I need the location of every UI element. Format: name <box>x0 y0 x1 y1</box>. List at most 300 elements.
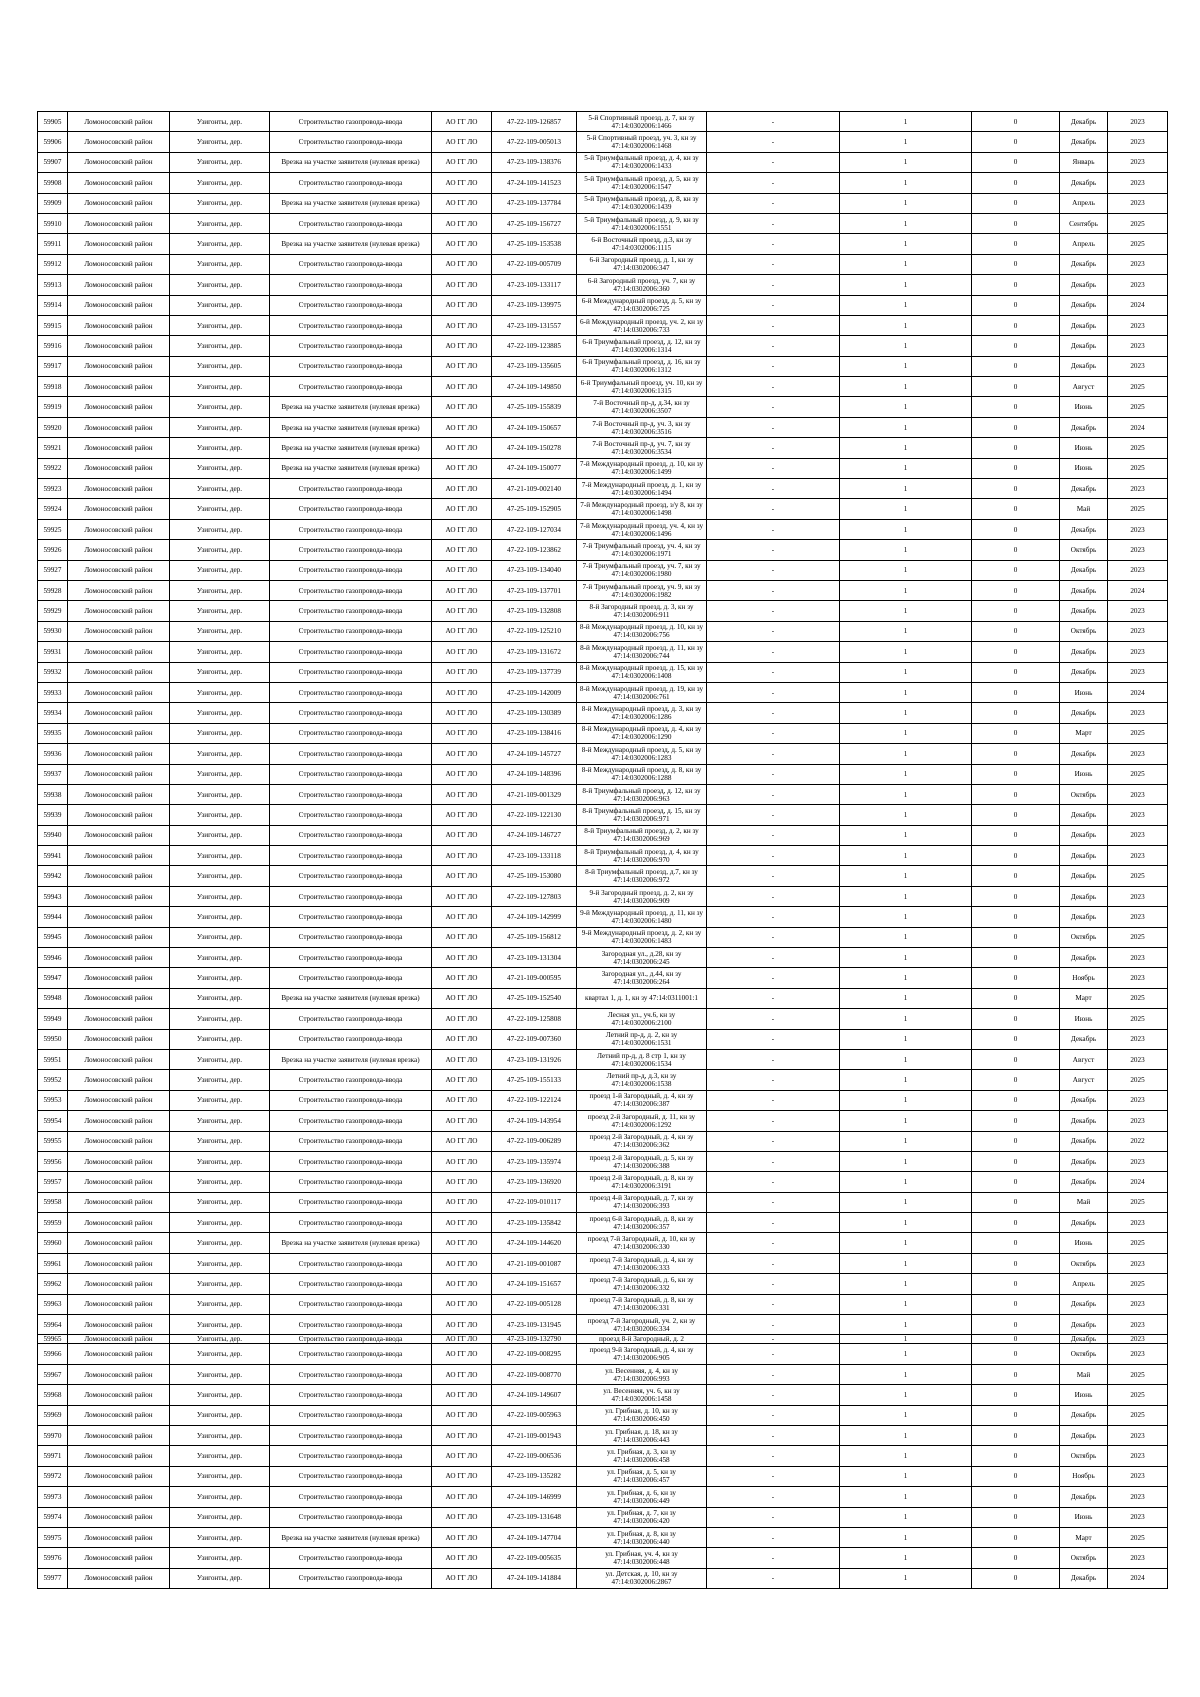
month-cell: Декабрь <box>1060 948 1108 968</box>
count-b-cell: 0 <box>972 254 1060 274</box>
dash-cell: - <box>707 907 840 927</box>
month-cell: Октябрь <box>1060 1548 1108 1568</box>
district-cell: Ломоносовский район <box>68 438 170 458</box>
request-id-cell: 47-21-109-002140 <box>492 479 577 499</box>
settlement-cell: Узигонты, дер. <box>170 642 270 662</box>
count-b-cell: 0 <box>972 1090 1060 1110</box>
month-cell: Декабрь <box>1060 1090 1108 1110</box>
year-cell: 2023 <box>1108 173 1168 193</box>
request-id-cell: 47-24-109-146999 <box>492 1487 577 1507</box>
district-cell: Ломоносовский район <box>68 112 170 132</box>
work-type-cell: Строительство газопровода-ввода <box>270 173 432 193</box>
organization-cell: АО ГГ ЛО <box>432 805 492 825</box>
work-type-cell: Строительство газопровода-ввода <box>270 886 432 906</box>
year-cell: 2023 <box>1108 152 1168 172</box>
table-row <box>38 397 1168 417</box>
request-id-cell: 47-23-109-132808 <box>492 601 577 621</box>
count-b-cell: 0 <box>972 458 1060 478</box>
request-id-cell: 47-23-109-137739 <box>492 662 577 682</box>
year-cell: 2023 <box>1108 642 1168 662</box>
count-a-cell: 1 <box>840 356 972 376</box>
address-cell: ул. Грибная, д. 6, кн зу 47:14:0302006:449 <box>577 1487 707 1507</box>
address-cell: 9-й Международный проезд, д. 2, кн зу 47:14:0302006:1483 <box>577 927 707 947</box>
organization-cell: АО ГГ ЛО <box>432 784 492 804</box>
year-cell: 2025 <box>1108 723 1168 743</box>
district-cell: Ломоносовский район <box>68 336 170 356</box>
table-row <box>38 907 1168 927</box>
dash-cell: - <box>707 1315 840 1335</box>
work-type-cell: Врезка на участке заявителя (нулевая врезка) <box>270 1527 432 1547</box>
address-cell: проезд 2-й Загородный, д. 11, кн зу 47:14:0302006:1292 <box>577 1111 707 1131</box>
year-cell: 2023 <box>1108 1213 1168 1233</box>
settlement-cell: Узигонты, дер. <box>170 132 270 152</box>
organization-cell: АО ГГ ЛО <box>432 1172 492 1192</box>
work-type-cell: Строительство газопровода-ввода <box>270 275 432 295</box>
count-a-cell: 1 <box>840 438 972 458</box>
row-number: 59939 <box>38 805 68 825</box>
request-id-cell: 47-23-109-131304 <box>492 948 577 968</box>
work-type-cell: Строительство газопровода-ввода <box>270 601 432 621</box>
work-type-cell: Строительство газопровода-ввода <box>270 1405 432 1425</box>
year-cell: 2025 <box>1108 1385 1168 1405</box>
row-number: 59910 <box>38 213 68 233</box>
district-cell: Ломоносовский район <box>68 744 170 764</box>
count-a-cell: 1 <box>840 499 972 519</box>
settlement-cell: Узигонты, дер. <box>170 1385 270 1405</box>
address-cell: 8-й Триумфальный проезд, д. 15, кн зу 47:14:0302006:971 <box>577 805 707 825</box>
work-type-cell: Строительство газопровода-ввода <box>270 1029 432 1049</box>
dash-cell: - <box>707 479 840 499</box>
district-cell: Ломоносовский район <box>68 173 170 193</box>
settlement-cell: Узигонты, дер. <box>170 1192 270 1212</box>
row-number: 59951 <box>38 1049 68 1069</box>
count-b-cell: 0 <box>972 1568 1060 1588</box>
count-a-cell: 1 <box>840 1446 972 1466</box>
organization-cell: АО ГГ ЛО <box>432 479 492 499</box>
request-id-cell: 47-22-109-126857 <box>492 112 577 132</box>
request-id-cell: 47-23-109-135282 <box>492 1466 577 1486</box>
request-id-cell: 47-22-109-005963 <box>492 1405 577 1425</box>
organization-cell: АО ГГ ЛО <box>432 682 492 702</box>
count-a-cell: 1 <box>840 336 972 356</box>
table-row <box>38 580 1168 600</box>
row-number: 59971 <box>38 1446 68 1466</box>
work-type-cell: Строительство газопровода-ввода <box>270 479 432 499</box>
table-row <box>38 1548 1168 1568</box>
district-cell: Ломоносовский район <box>68 315 170 335</box>
year-cell: 2023 <box>1108 1446 1168 1466</box>
month-cell: Июнь <box>1060 397 1108 417</box>
address-cell: ул. Грибная, д. 8, кн зу 47:14:0302006:440 <box>577 1527 707 1547</box>
district-cell: Ломоносовский район <box>68 479 170 499</box>
district-cell: Ломоносовский район <box>68 132 170 152</box>
address-cell: проезд 7-й Загородный, д. 6, кн зу 47:14:0302006:332 <box>577 1274 707 1294</box>
district-cell: Ломоносовский район <box>68 275 170 295</box>
month-cell: Август <box>1060 1070 1108 1090</box>
table-row <box>38 1315 1168 1335</box>
settlement-cell: Узигонты, дер. <box>170 1335 270 1344</box>
row-number: 59907 <box>38 152 68 172</box>
count-a-cell: 1 <box>840 1049 972 1069</box>
dash-cell: - <box>707 1253 840 1273</box>
month-cell: Декабрь <box>1060 846 1108 866</box>
address-cell: 7-й Триумфальный проезд, уч. 4, кн зу 47:14:0302006:1971 <box>577 540 707 560</box>
request-id-cell: 47-22-109-008770 <box>492 1364 577 1384</box>
settlement-cell: Узигонты, дер. <box>170 886 270 906</box>
dash-cell: - <box>707 112 840 132</box>
request-id-cell: 47-24-109-143954 <box>492 1111 577 1131</box>
organization-cell: АО ГГ ЛО <box>432 499 492 519</box>
count-b-cell: 0 <box>972 560 1060 580</box>
settlement-cell: Узигонты, дер. <box>170 1426 270 1446</box>
count-b-cell: 0 <box>972 356 1060 376</box>
dash-cell: - <box>707 1364 840 1384</box>
district-cell: Ломоносовский район <box>68 1364 170 1384</box>
dash-cell: - <box>707 397 840 417</box>
count-b-cell: 0 <box>972 1507 1060 1527</box>
settlement-cell: Узигонты, дер. <box>170 744 270 764</box>
year-cell: 2023 <box>1108 1487 1168 1507</box>
table-row <box>38 642 1168 662</box>
address-cell: 8-й Триумфальный проезд, д. 4, кн зу 47:14:0302006:970 <box>577 846 707 866</box>
count-b-cell: 0 <box>972 1335 1060 1344</box>
month-cell: Август <box>1060 377 1108 397</box>
year-cell: 2023 <box>1108 479 1168 499</box>
request-id-cell: 47-24-109-150077 <box>492 458 577 478</box>
district-cell: Ломоносовский район <box>68 1233 170 1253</box>
year-cell: 2023 <box>1108 1090 1168 1110</box>
row-number: 59949 <box>38 1009 68 1029</box>
dash-cell: - <box>707 1111 840 1131</box>
row-number: 59913 <box>38 275 68 295</box>
request-id-cell: 47-23-109-137701 <box>492 580 577 600</box>
count-a-cell: 1 <box>840 1466 972 1486</box>
settlement-cell: Узигонты, дер. <box>170 805 270 825</box>
year-cell: 2023 <box>1108 825 1168 845</box>
month-cell: Декабрь <box>1060 580 1108 600</box>
work-type-cell: Врезка на участке заявителя (нулевая врезка) <box>270 438 432 458</box>
address-cell: 5-й Триумфальный проезд, д. 5, кн зу 47:14:0302006:1547 <box>577 173 707 193</box>
work-type-cell: Врезка на участке заявителя (нулевая врезка) <box>270 234 432 254</box>
request-id-cell: 47-22-109-127034 <box>492 519 577 539</box>
year-cell: 2023 <box>1108 132 1168 152</box>
request-id-cell: 47-22-109-127803 <box>492 886 577 906</box>
district-cell: Ломоносовский район <box>68 1344 170 1364</box>
year-cell: 2025 <box>1108 1274 1168 1294</box>
dash-cell: - <box>707 846 840 866</box>
district-cell: Ломоносовский район <box>68 846 170 866</box>
dash-cell: - <box>707 580 840 600</box>
settlement-cell: Узигонты, дер. <box>170 846 270 866</box>
district-cell: Ломоносовский район <box>68 580 170 600</box>
year-cell: 2025 <box>1108 1233 1168 1253</box>
table-row <box>38 112 1168 132</box>
count-a-cell: 1 <box>840 1507 972 1527</box>
table-row <box>38 1426 1168 1446</box>
dash-cell: - <box>707 1049 840 1069</box>
dash-cell: - <box>707 295 840 315</box>
month-cell: Июнь <box>1060 1233 1108 1253</box>
settlement-cell: Узигонты, дер. <box>170 968 270 988</box>
year-cell: 2024 <box>1108 580 1168 600</box>
request-id-cell: 47-24-109-148396 <box>492 764 577 784</box>
work-type-cell: Строительство газопровода-ввода <box>270 499 432 519</box>
row-number: 59945 <box>38 927 68 947</box>
district-cell: Ломоносовский район <box>68 1385 170 1405</box>
request-id-cell: 47-24-109-151657 <box>492 1274 577 1294</box>
settlement-cell: Узигонты, дер. <box>170 1131 270 1151</box>
row-number: 59976 <box>38 1548 68 1568</box>
table-row <box>38 1385 1168 1405</box>
count-b-cell: 0 <box>972 479 1060 499</box>
request-id-cell: 47-24-109-144620 <box>492 1233 577 1253</box>
request-id-cell: 47-21-109-001087 <box>492 1253 577 1273</box>
organization-cell: АО ГГ ЛО <box>432 621 492 641</box>
table-row <box>38 764 1168 784</box>
dash-cell: - <box>707 356 840 376</box>
district-cell: Ломоносовский район <box>68 948 170 968</box>
address-cell: 6-й Триумфальный проезд, д. 16, кн зу 47:14:0302006:1312 <box>577 356 707 376</box>
count-b-cell: 0 <box>972 1487 1060 1507</box>
table-row <box>38 1070 1168 1090</box>
address-cell: проезд 7-й Загородный, уч. 2, кн зу 47:14:0302006:334 <box>577 1315 707 1335</box>
organization-cell: АО ГГ ЛО <box>432 1548 492 1568</box>
district-cell: Ломоносовский район <box>68 886 170 906</box>
year-cell: 2025 <box>1108 397 1168 417</box>
count-b-cell: 0 <box>972 540 1060 560</box>
month-cell: Май <box>1060 1364 1108 1384</box>
organization-cell: АО ГГ ЛО <box>432 1487 492 1507</box>
address-cell: 5-й Триумфальный проезд, д. 9, кн зу 47:14:0302006:1551 <box>577 213 707 233</box>
request-id-cell: 47-23-109-138376 <box>492 152 577 172</box>
organization-cell: АО ГГ ЛО <box>432 1274 492 1294</box>
row-number: 59977 <box>38 1568 68 1588</box>
count-a-cell: 1 <box>840 1131 972 1151</box>
year-cell: 2024 <box>1108 417 1168 437</box>
organization-cell: АО ГГ ЛО <box>432 1405 492 1425</box>
request-id-cell: 47-21-109-001943 <box>492 1426 577 1446</box>
district-cell: Ломоносовский район <box>68 417 170 437</box>
settlement-cell: Узигонты, дер. <box>170 234 270 254</box>
dash-cell: - <box>707 254 840 274</box>
address-cell: проезд 1-й Загородный, д. 4, кн зу 47:14:0302006:387 <box>577 1090 707 1110</box>
settlement-cell: Узигонты, дер. <box>170 438 270 458</box>
dash-cell: - <box>707 703 840 723</box>
table-row <box>38 744 1168 764</box>
row-number: 59953 <box>38 1090 68 1110</box>
month-cell: Декабрь <box>1060 1335 1108 1344</box>
work-type-cell: Строительство газопровода-ввода <box>270 764 432 784</box>
work-type-cell: Строительство газопровода-ввода <box>270 315 432 335</box>
organization-cell: АО ГГ ЛО <box>432 1527 492 1547</box>
count-a-cell: 1 <box>840 1426 972 1446</box>
work-type-cell: Врезка на участке заявителя (нулевая врезка) <box>270 417 432 437</box>
count-a-cell: 1 <box>840 1527 972 1547</box>
count-a-cell: 1 <box>840 927 972 947</box>
address-cell: 5-й Триумфальный проезд, д. 4, кн зу 47:14:0302006:1433 <box>577 152 707 172</box>
row-number: 59936 <box>38 744 68 764</box>
district-cell: Ломоносовский район <box>68 1172 170 1192</box>
dash-cell: - <box>707 927 840 947</box>
work-type-cell: Строительство газопровода-ввода <box>270 1466 432 1486</box>
request-id-cell: 47-22-109-006289 <box>492 1131 577 1151</box>
count-a-cell: 1 <box>840 601 972 621</box>
count-b-cell: 0 <box>972 499 1060 519</box>
work-type-cell: Строительство газопровода-ввода <box>270 1274 432 1294</box>
row-number: 59952 <box>38 1070 68 1090</box>
count-b-cell: 0 <box>972 1446 1060 1466</box>
count-a-cell: 1 <box>840 580 972 600</box>
settlement-cell: Узигонты, дер. <box>170 866 270 886</box>
count-a-cell: 1 <box>840 1548 972 1568</box>
count-a-cell: 1 <box>840 642 972 662</box>
district-cell: Ломоносовский район <box>68 866 170 886</box>
count-b-cell: 0 <box>972 1172 1060 1192</box>
table-row <box>38 1131 1168 1151</box>
count-b-cell: 0 <box>972 234 1060 254</box>
month-cell: Декабрь <box>1060 356 1108 376</box>
work-type-cell: Строительство газопровода-ввода <box>270 560 432 580</box>
district-cell: Ломоносовский район <box>68 1548 170 1568</box>
organization-cell: АО ГГ ЛО <box>432 988 492 1008</box>
table-row <box>38 1487 1168 1507</box>
year-cell: 2023 <box>1108 1548 1168 1568</box>
district-cell: Ломоносовский район <box>68 1335 170 1344</box>
count-a-cell: 1 <box>840 1233 972 1253</box>
work-type-cell: Строительство газопровода-ввода <box>270 682 432 702</box>
count-a-cell: 1 <box>840 1151 972 1171</box>
row-number: 59943 <box>38 886 68 906</box>
work-type-cell: Врезка на участке заявителя (нулевая врезка) <box>270 397 432 417</box>
table-row <box>38 886 1168 906</box>
count-b-cell: 0 <box>972 397 1060 417</box>
table-row <box>38 479 1168 499</box>
month-cell: Декабрь <box>1060 703 1108 723</box>
count-b-cell: 0 <box>972 1466 1060 1486</box>
count-a-cell: 1 <box>840 1487 972 1507</box>
district-cell: Ломоносовский район <box>68 621 170 641</box>
address-cell: 8-й Триумфальный проезд, д.7, кн зу 47:14:0302006:972 <box>577 866 707 886</box>
month-cell: Сентябрь <box>1060 213 1108 233</box>
table-row <box>38 193 1168 213</box>
settlement-cell: Узигонты, дер. <box>170 479 270 499</box>
organization-cell: АО ГГ ЛО <box>432 1233 492 1253</box>
count-a-cell: 1 <box>840 764 972 784</box>
address-cell: 7-й Международный проезд, д. 10, кн зу 47:14:0302006:1499 <box>577 458 707 478</box>
settlement-cell: Узигонты, дер. <box>170 397 270 417</box>
table-row <box>38 295 1168 315</box>
row-number: 59933 <box>38 682 68 702</box>
request-id-cell: 47-25-109-153080 <box>492 866 577 886</box>
year-cell: 2024 <box>1108 295 1168 315</box>
month-cell: Июнь <box>1060 458 1108 478</box>
organization-cell: АО ГГ ЛО <box>432 417 492 437</box>
address-cell: 8-й Международный проезд, д. 3, кн зу 47:14:0302006:1286 <box>577 703 707 723</box>
district-cell: Ломоносовский район <box>68 1029 170 1049</box>
district-cell: Ломоносовский район <box>68 1090 170 1110</box>
district-cell: Ломоносовский район <box>68 1527 170 1547</box>
address-cell: проезд 6-й Загородный, д. 8, кн зу 47:14:0302006:357 <box>577 1213 707 1233</box>
organization-cell: АО ГГ ЛО <box>432 642 492 662</box>
settlement-cell: Узигонты, дер. <box>170 1090 270 1110</box>
row-number: 59935 <box>38 723 68 743</box>
count-b-cell: 0 <box>972 1315 1060 1335</box>
count-a-cell: 1 <box>840 1111 972 1131</box>
organization-cell: АО ГГ ЛО <box>432 1151 492 1171</box>
dash-cell: - <box>707 723 840 743</box>
table-row <box>38 1233 1168 1253</box>
year-cell: 2025 <box>1108 1364 1168 1384</box>
count-a-cell: 1 <box>840 968 972 988</box>
month-cell: Декабрь <box>1060 112 1108 132</box>
organization-cell: АО ГГ ЛО <box>432 1344 492 1364</box>
district-cell: Ломоносовский район <box>68 1192 170 1212</box>
work-type-cell: Строительство газопровода-ввода <box>270 1446 432 1466</box>
work-type-cell: Строительство газопровода-ввода <box>270 927 432 947</box>
organization-cell: АО ГГ ЛО <box>432 1568 492 1588</box>
district-cell: Ломоносовский район <box>68 1009 170 1029</box>
row-number: 59941 <box>38 846 68 866</box>
count-a-cell: 1 <box>840 1090 972 1110</box>
address-cell: ул. Грибная, д. 18, кн зу 47:14:0302006:443 <box>577 1426 707 1446</box>
organization-cell: АО ГГ ЛО <box>432 112 492 132</box>
request-id-cell: 47-24-109-146727 <box>492 825 577 845</box>
count-a-cell: 1 <box>840 784 972 804</box>
year-cell: 2025 <box>1108 213 1168 233</box>
work-type-cell: Строительство газопровода-ввода <box>270 703 432 723</box>
settlement-cell: Узигонты, дер. <box>170 825 270 845</box>
year-cell: 2023 <box>1108 112 1168 132</box>
year-cell: 2023 <box>1108 336 1168 356</box>
work-type-cell: Строительство газопровода-ввода <box>270 744 432 764</box>
row-number: 59973 <box>38 1487 68 1507</box>
row-number: 59938 <box>38 784 68 804</box>
month-cell: Декабрь <box>1060 1111 1108 1131</box>
year-cell: 2023 <box>1108 356 1168 376</box>
work-type-cell: Строительство газопровода-ввода <box>270 1344 432 1364</box>
organization-cell: АО ГГ ЛО <box>432 1029 492 1049</box>
organization-cell: АО ГГ ЛО <box>432 519 492 539</box>
work-type-cell: Врезка на участке заявителя (нулевая врезка) <box>270 988 432 1008</box>
dash-cell: - <box>707 173 840 193</box>
count-b-cell: 0 <box>972 927 1060 947</box>
month-cell: Апрель <box>1060 193 1108 213</box>
row-number: 59958 <box>38 1192 68 1212</box>
count-b-cell: 0 <box>972 1385 1060 1405</box>
year-cell: 2023 <box>1108 907 1168 927</box>
table-row <box>38 213 1168 233</box>
request-id-cell: 47-24-109-145727 <box>492 744 577 764</box>
organization-cell: АО ГГ ЛО <box>432 662 492 682</box>
year-cell: 2025 <box>1108 1527 1168 1547</box>
month-cell: Декабрь <box>1060 560 1108 580</box>
count-a-cell: 1 <box>840 1213 972 1233</box>
district-cell: Ломоносовский район <box>68 682 170 702</box>
settlement-cell: Узигонты, дер. <box>170 1070 270 1090</box>
work-type-cell: Строительство газопровода-ввода <box>270 805 432 825</box>
settlement-cell: Узигонты, дер. <box>170 682 270 702</box>
dash-cell: - <box>707 886 840 906</box>
request-id-cell: 47-25-109-155133 <box>492 1070 577 1090</box>
address-cell: 5-й Спортивный проезд, д. 7, кн зу 47:14:0302006:1466 <box>577 112 707 132</box>
row-number: 59954 <box>38 1111 68 1131</box>
organization-cell: АО ГГ ЛО <box>432 1131 492 1151</box>
address-cell: проезд 2-й Загородный, д. 4, кн зу 47:14:0302006:362 <box>577 1131 707 1151</box>
address-cell: ул. Грибная, д. 7, кн зу 47:14:0302006:420 <box>577 1507 707 1527</box>
settlement-cell: Узигонты, дер. <box>170 662 270 682</box>
address-cell: проезд 7-й Загородный, д. 4, кн зу 47:14:0302006:333 <box>577 1253 707 1273</box>
address-cell: ул. Грибная, д. 10, кн зу 47:14:0302006:450 <box>577 1405 707 1425</box>
